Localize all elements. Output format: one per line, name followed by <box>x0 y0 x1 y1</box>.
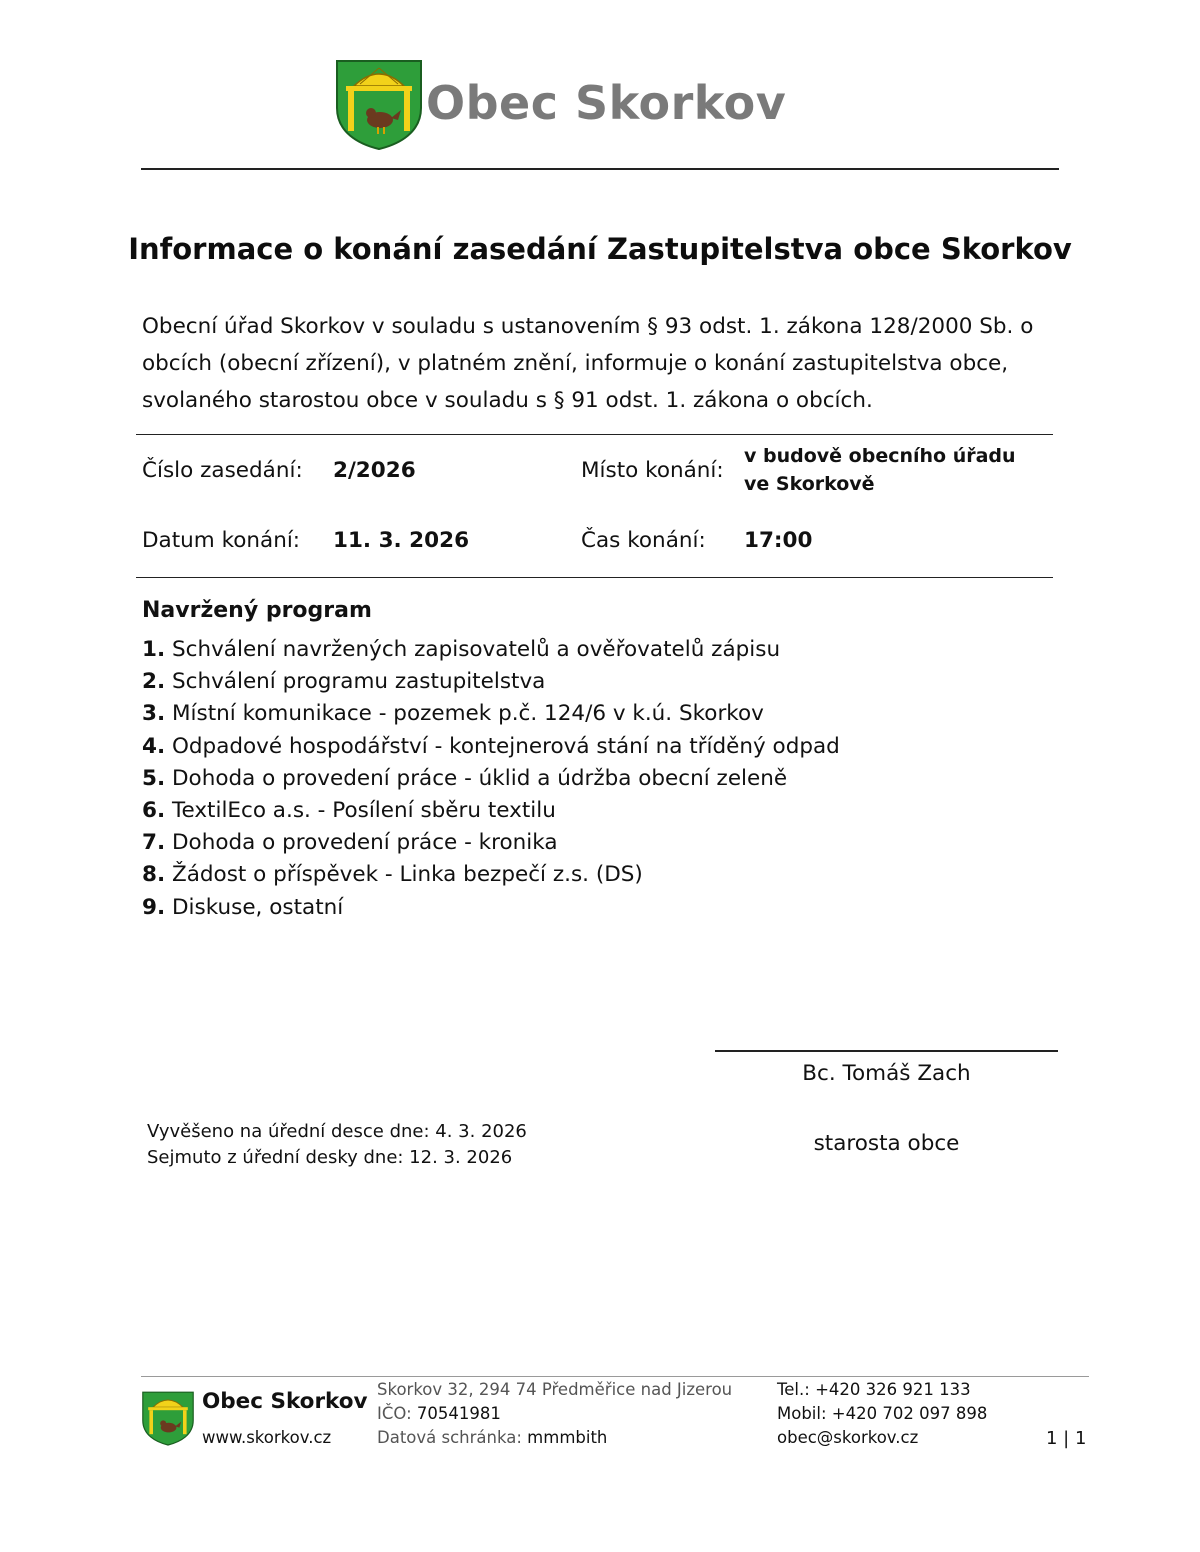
footer-mobil-value: +420 702 097 898 <box>831 1404 988 1423</box>
footer-website-link[interactable]: www.skorkov.cz <box>202 1428 332 1447</box>
signature-line <box>715 1050 1058 1052</box>
footer-ico <box>377 1402 501 1426</box>
program-item-number: 3. <box>142 701 166 727</box>
footer-tel-label: Tel.: <box>777 1380 810 1399</box>
municipal-crest-logo <box>334 58 424 150</box>
header-title: Obec Skorkov <box>426 76 787 130</box>
program-item-text: Schválení programu zastupitelstva <box>171 669 546 695</box>
removed-date: Sejmuto z úřední desky dne: 12. 3. 2026 <box>147 1147 513 1168</box>
footer-data-box <box>377 1426 607 1450</box>
program-item-number: 1. <box>142 637 166 662</box>
program-item-number: 7. <box>142 830 166 856</box>
meeting-time-value: 17:00 <box>744 528 813 553</box>
program-item-text: Diskuse, ostatní <box>171 894 344 920</box>
meeting-place-value: v budově obecního úřadu ve Skorkově <box>744 445 1016 495</box>
program-item <box>142 634 840 666</box>
program-item-text: Žádost o příspěvek - Linka bezpečí z.s. (DS) <box>171 862 643 888</box>
program-item-text: Odpadové hospodářství - kontejnerová stání na tříděný odpad <box>171 733 840 759</box>
program-item-number: 5. <box>142 765 166 791</box>
program-item <box>142 859 840 891</box>
meeting-number-value: 2/2026 <box>333 458 416 483</box>
program-item-number: 8. <box>142 862 166 888</box>
footer-crest-logo <box>141 1389 195 1447</box>
signatory-role: starosta obce <box>813 1131 960 1156</box>
program-item <box>142 731 840 763</box>
footer-ds-label: Datová schránka: <box>377 1428 522 1447</box>
program-item-text: Dohoda o provedení práce - úklid a údržba obecní zeleně <box>171 765 788 791</box>
document-title: Informace o konání zasedání Zastupitelstva obce Skorkov <box>128 232 1072 266</box>
footer-tel-value: +420 326 921 133 <box>815 1380 971 1399</box>
program-item-number: 2. <box>142 669 166 695</box>
meeting-time-label: Čas konání: <box>581 528 706 553</box>
page-number: 1 | 1 <box>1046 1428 1087 1449</box>
posted-date: Vyvěšeno na úřední desce dne: 4. 3. 2026 <box>147 1121 527 1142</box>
meeting-date-label: Datum konání: <box>142 528 301 553</box>
program-item-text: Schválení navržených zapisovatelů a ověřovatelů zápisu <box>171 637 781 662</box>
program-item <box>142 795 840 827</box>
program-item <box>142 892 840 924</box>
footer-brand: Obec Skorkov <box>202 1389 368 1414</box>
footer-divider <box>141 1376 1089 1377</box>
footer-ds-value: mmmbith <box>527 1428 608 1447</box>
program-item <box>142 666 840 698</box>
intro-paragraph: Obecní úřad Skorkov v souladu s ustanovením § 93 odst. 1. zákona 128/2000 Sb. o obcích (obecní zřízení), v platném znění, informuje o konání zastupitelstva obce, svolaného starostou obce v souladu s § 91 odst. 1. zákona o obcích. <box>142 314 1034 413</box>
table-top-divider <box>136 434 1053 435</box>
program-item-number: 9. <box>142 894 166 920</box>
program-item-text: Dohoda o provedení práce - kronika <box>171 830 558 856</box>
meeting-number-label: Číslo zasedání: <box>142 458 303 483</box>
header-divider <box>141 168 1059 170</box>
program-item-text: Místní komunikace - pozemek p.č. 124/6 v k.ú. Skorkov <box>171 701 764 727</box>
meeting-date-value: 11. 3. 2026 <box>333 528 470 553</box>
footer-address: Skorkov 32, 294 74 Předměřice nad Jizerou <box>377 1380 733 1399</box>
program-item-number: 4. <box>142 733 166 759</box>
footer-phone <box>777 1378 971 1402</box>
footer-mobil-label: Mobil: <box>777 1404 827 1423</box>
program-list <box>142 634 840 924</box>
program-item <box>142 698 840 730</box>
program-item-number: 6. <box>142 798 166 824</box>
program-item <box>142 827 840 859</box>
signatory-name: Bc. Tomáš Zach <box>802 1061 971 1086</box>
program-item-text: TextilEco a.s. - Posílení sběru textilu <box>171 798 556 824</box>
program-heading: Navržený program <box>142 598 372 623</box>
footer-mobile <box>777 1402 987 1426</box>
program-item <box>142 763 840 795</box>
footer-ico-label: IČO: <box>377 1404 412 1423</box>
table-bottom-divider <box>136 577 1053 578</box>
footer-ico-value: 70541981 <box>416 1404 501 1423</box>
footer-email-link[interactable]: obec@skorkov.cz <box>777 1428 919 1447</box>
meeting-place-label: Místo konání: <box>581 458 724 483</box>
